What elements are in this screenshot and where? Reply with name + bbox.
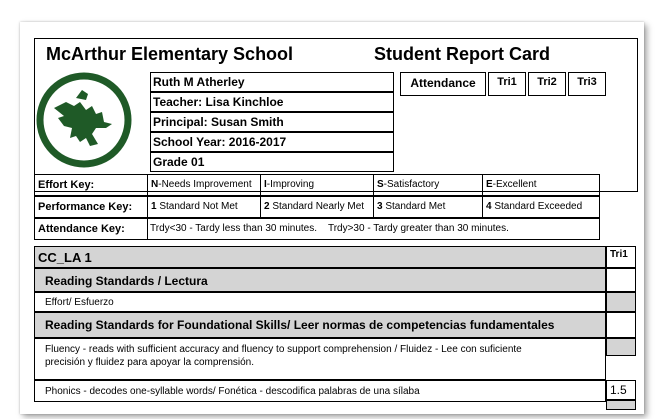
effort-key-item: N-Needs Improvement — [147, 174, 261, 196]
performance-key-item: 1 Standard Not Met — [147, 196, 261, 218]
attendance-key-text: Trdy<30 - Tardy less than 30 minutes. Trdy>30 - Tardy greater than 30 minutes. — [147, 218, 600, 240]
grade-level: Grade 01 — [150, 152, 394, 172]
phonics-score: 1.5 — [606, 380, 636, 400]
performance-key-item: 2 Standard Nearly Met — [260, 196, 374, 218]
school-year: School Year: 2016-2017 — [150, 132, 394, 152]
attendance-tri2: Tri2 — [528, 72, 566, 96]
teacher-name: Teacher: Lisa Kinchloe — [150, 92, 394, 112]
fluency-text-line1: Fluency - reads with sufficient accuracy and fluency to support comprehension / Fluidez - Lee con suficiente — [45, 344, 522, 355]
school-logo — [36, 72, 132, 168]
document-title: Student Report Card — [374, 44, 551, 64]
principal-name: Principal: Susan Smith — [150, 112, 394, 132]
eagle-logo-icon — [36, 72, 132, 168]
attendance-tri1: Tri1 — [488, 72, 526, 96]
performance-key-row — [34, 196, 604, 218]
effort-key-item: E-Excellent — [482, 174, 600, 196]
performance-key-item: 3 Standard Met — [373, 196, 483, 218]
student-name: Ruth M Atherley — [150, 72, 394, 92]
fluency-text-line2: precisión y fluidez para apoyar la comprensión. — [45, 357, 254, 368]
term-header: Tri1 — [606, 246, 636, 268]
score-cell-shaded — [606, 400, 636, 410]
reading-standards-header: Reading Standards / Lectura — [34, 268, 606, 292]
effort-key-item: S-Satisfactory — [373, 174, 483, 196]
attendance-label: Attendance — [400, 72, 486, 96]
fluency-score — [606, 338, 636, 356]
effort-key-row — [34, 174, 604, 196]
attendance-key-label: Attendance Key: — [34, 218, 148, 240]
phonics-row: Phonics - decodes one-syllable words/ Fonética - descodifica palabras de una sílaba — [34, 380, 606, 402]
effort-score — [606, 292, 636, 312]
subject-header: CC_LA 1 — [34, 246, 606, 268]
attendance-tri3: Tri3 — [568, 72, 606, 96]
effort-key-label: Effort Key: — [34, 174, 148, 196]
effort-key-item: I-Improving — [260, 174, 374, 196]
foundational-skills-header: Reading Standards for Foundational Skills/ Leer normas de competencias fundamentales — [34, 312, 606, 338]
fluency-row — [34, 338, 606, 380]
report-card-page — [20, 22, 644, 414]
score-cell-empty — [606, 312, 636, 338]
score-cell-empty — [606, 268, 636, 292]
performance-key-item: 4 Standard Exceeded — [482, 196, 600, 218]
effort-row: Effort/ Esfuerzo — [34, 292, 606, 312]
attendance-key-row — [34, 218, 604, 240]
school-name: McArthur Elementary School — [46, 44, 294, 64]
performance-key-label: Performance Key: — [34, 196, 148, 218]
